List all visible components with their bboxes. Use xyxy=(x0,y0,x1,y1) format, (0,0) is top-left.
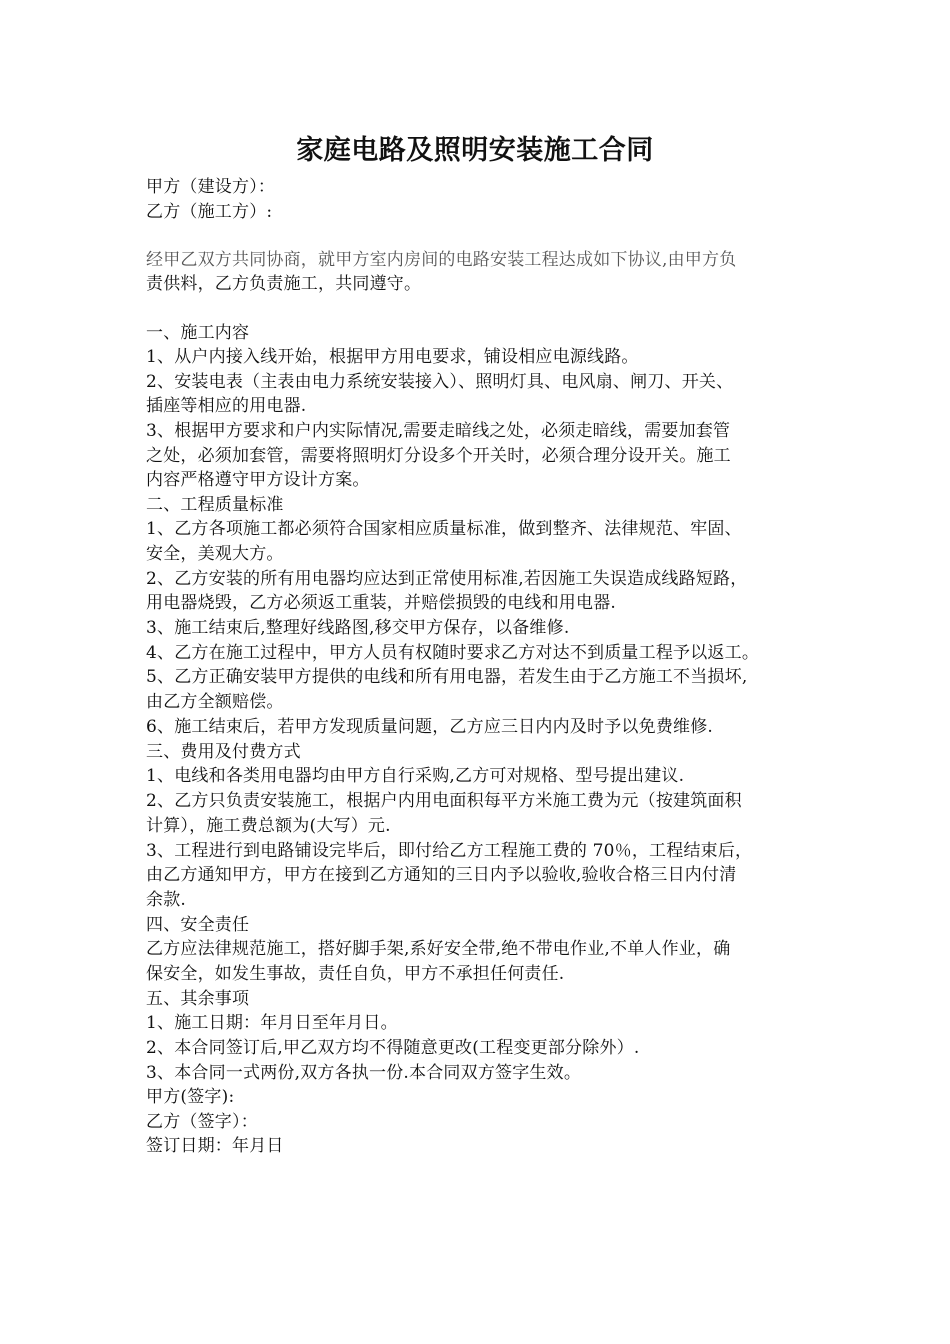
clause-line: 6、施工结束后，若甲方发现质量问题，乙方应三日内内及时予以免费维修. xyxy=(146,717,714,737)
party-b-line: 乙方（施工方）: xyxy=(146,202,273,222)
signature-line-party-a: 甲方(签字): xyxy=(146,1087,235,1107)
clause-line: 保安全，如发生事故，责任自负，甲方不承担任何责任. xyxy=(146,964,565,984)
intro-line: 责供料，乙方负责施工，共同遵守。 xyxy=(146,274,422,294)
clause-line: 余款. xyxy=(146,890,187,910)
clause-line: 5、乙方正确安装甲方提供的电线和所有用电器，若发生由于乙方施工不当损坏, xyxy=(146,667,748,687)
clause-line: 计算），施工费总额为(大写）元. xyxy=(146,816,391,836)
clause-line: 1、从户内接入线开始，根据甲方用电要求，铺设相应电源线路。 xyxy=(146,347,639,367)
document-title: 家庭电路及照明安装施工合同 xyxy=(296,135,654,166)
clause-line: 1、施工日期：年月日至年月日。 xyxy=(146,1013,398,1033)
clause-line: 2、乙方安装的所有用电器均应达到正常使用标准,若因施工失误造成线路短路， xyxy=(146,569,748,589)
section-heading: 三、费用及付费方式 xyxy=(146,742,301,762)
clause-line: 4、乙方在施工过程中，甲方人员有权随时要求乙方对达不到质量工程予以返工。 xyxy=(146,643,760,663)
clause-line: 3、本合同一式两份,双方各执一份.本合同双方签字生效。 xyxy=(146,1063,582,1083)
clause-line: 用电器烧毁，乙方必须返工重装，并赔偿损毁的电线和用电器. xyxy=(146,593,617,613)
signing-date-line: 签订日期：年月日 xyxy=(146,1136,284,1156)
clause-line: 3、工程进行到电路铺设完毕后，即付给乙方工程施工费的 70％，工程结束后， xyxy=(146,841,753,861)
clause-line: 2、安装电表（主表由电力系统安装接入）、照明灯具、电风扇、闸刀、开关、 xyxy=(146,372,734,392)
clause-line: 内容严格遵守甲方设计方案。 xyxy=(146,470,370,490)
clause-line: 2、本合同签订后,甲乙双方均不得随意更改(工程变更部分除外）. xyxy=(146,1038,640,1058)
section-heading: 二、工程质量标准 xyxy=(146,495,284,515)
clause-line: 插座等相应的用电器. xyxy=(146,396,307,416)
clause-line: 1、电线和各类用电器均由甲方自行采购,乙方可对规格、型号提出建议. xyxy=(146,766,685,786)
section-heading: 五、其余事项 xyxy=(146,989,250,1009)
clause-line: 之处，必须加套管，需要将照明灯分设多个开关时，必须合理分设开关。施工 xyxy=(146,446,731,466)
clause-line: 3、施工结束后,整理好线路图,移交甲方保存，以备维修. xyxy=(146,618,570,638)
intro-line: 经甲乙双方共同协商，就甲方室内房间的电路安装工程达成如下协议,由甲方负 xyxy=(146,250,737,270)
clause-line: 3、根据甲方要求和户内实际情况,需要走暗线之处，必须走暗线，需要加套管 xyxy=(146,421,731,441)
party-a-line: 甲方（建设方）： xyxy=(146,177,276,197)
section-heading: 一、施工内容 xyxy=(146,323,250,343)
section-heading: 四、安全责任 xyxy=(146,915,250,935)
clause-line: 由乙方全额赔偿。 xyxy=(146,692,284,712)
clause-line: 乙方应法律规范施工，搭好脚手架,系好安全带,绝不带电作业,不单人作业，确 xyxy=(146,939,731,959)
signature-line-party-b: 乙方（签字）： xyxy=(146,1112,258,1132)
clause-line: 1、乙方各项施工都必须符合国家相应质量标准，做到整齐、法律规范、牢固、 xyxy=(146,519,742,539)
clause-line: 2、乙方只负责安装施工，根据户内用电面积每平方米施工费为元（按建筑面积 xyxy=(146,791,742,811)
clause-line: 安全，美观大方。 xyxy=(146,544,284,564)
clause-line: 由乙方通知甲方，甲方在接到乙方通知的三日内予以验收,验收合格三日内付清 xyxy=(146,865,737,885)
